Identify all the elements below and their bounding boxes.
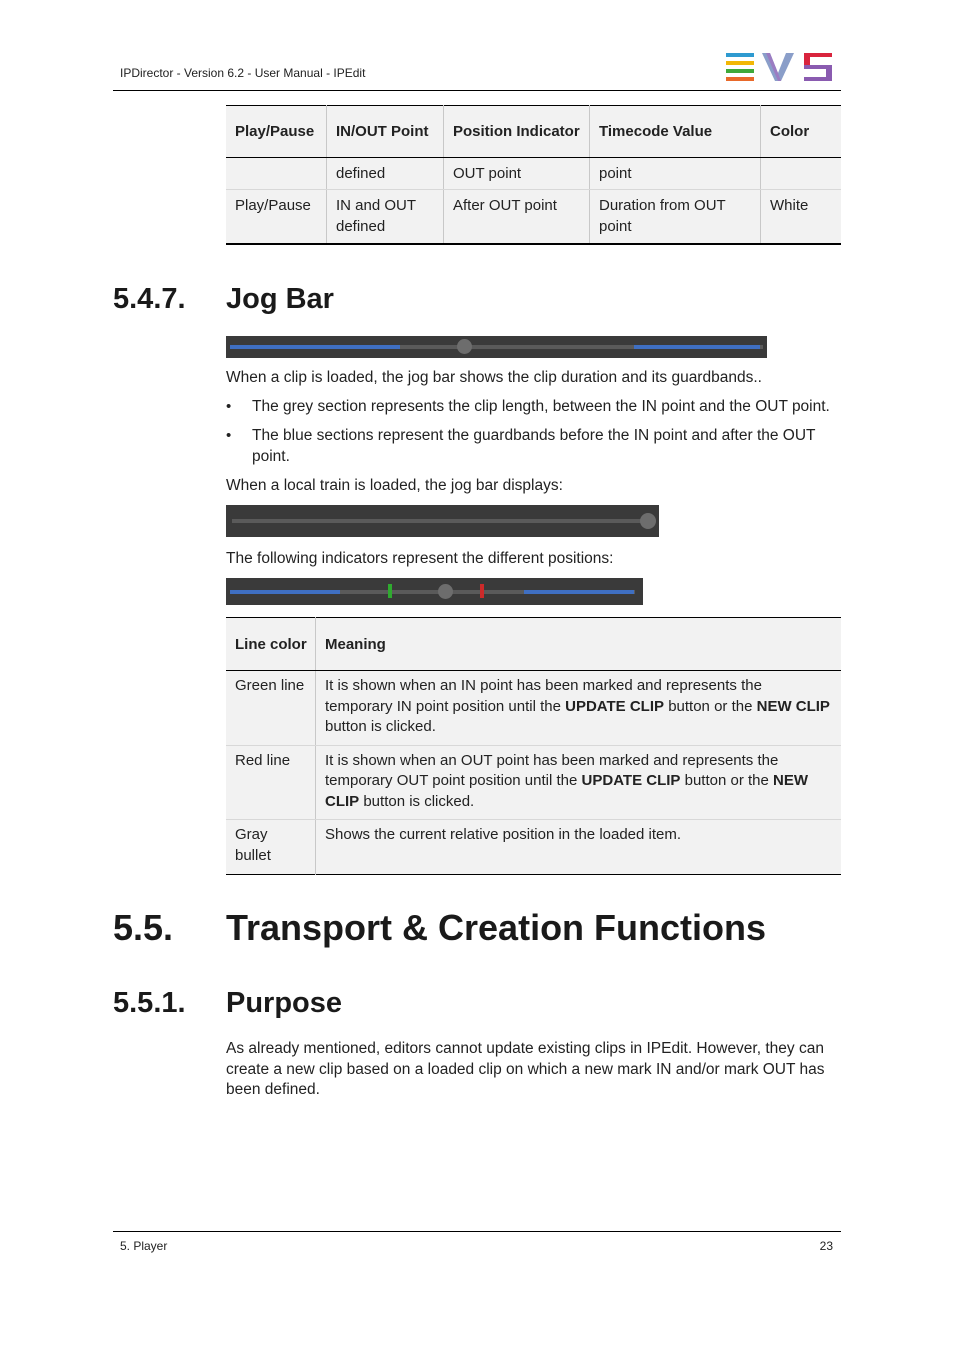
table-cell: defined xyxy=(327,158,444,190)
column-header: Color xyxy=(761,106,842,158)
meaning-text: It is shown when an OUT point has been marked and represents the temporary OUT point position until the xyxy=(325,751,779,789)
table-row xyxy=(226,190,841,245)
play-pause-table xyxy=(226,105,841,245)
section-title: Transport & Creation Functions xyxy=(226,907,767,948)
meaning-text: button is clicked. xyxy=(359,792,475,810)
position-bullet xyxy=(640,513,656,529)
line-color-cell: Red line xyxy=(226,745,316,820)
header-rule xyxy=(113,90,841,91)
bullet-text: The grey section represents the clip length, between the IN point and the OUT point. xyxy=(252,398,830,415)
line-color-table xyxy=(226,617,841,875)
footer-chapter: 5. Player xyxy=(120,1239,168,1253)
table-cell: Play/Pause xyxy=(226,190,327,245)
table-cell: White xyxy=(761,190,842,245)
jog-bar-indicators-image xyxy=(226,578,643,605)
column-header: Position Indicator xyxy=(444,106,590,158)
position-bullet xyxy=(438,584,453,599)
jog-track xyxy=(232,519,644,523)
meaning-text: button or the xyxy=(664,697,757,715)
section-number: 5.5.1. xyxy=(113,987,186,1019)
line-color-cell: Green line xyxy=(226,671,316,746)
meaning-text: button is clicked. xyxy=(325,718,436,735)
page-number: 23 xyxy=(819,1239,833,1253)
line-color-cell: Gray bullet xyxy=(226,820,316,875)
guardband-before xyxy=(230,590,340,594)
new-clip-label: NEW CLIP xyxy=(756,697,830,715)
meaning-cell xyxy=(316,671,842,746)
column-header: Line color xyxy=(226,618,316,671)
footer-rule xyxy=(113,1231,841,1232)
table-row xyxy=(226,745,841,820)
local-train-text: When a local train is loaded, the jog bar displays: xyxy=(226,477,563,494)
table-cell: After OUT point xyxy=(444,190,590,245)
position-bullet xyxy=(457,339,472,354)
table-cell: OUT point xyxy=(444,158,590,190)
jog-bar-train-image xyxy=(226,505,659,537)
section-number: 5.5. xyxy=(113,907,174,948)
table-row xyxy=(226,158,841,190)
guardband-before xyxy=(230,345,400,349)
bullet-icon: • xyxy=(226,398,232,415)
table-cell: IN and OUT defined xyxy=(327,190,444,245)
section-number: 5.4.7. xyxy=(113,283,186,315)
meaning-cell: Shows the current relative position in the loaded item. xyxy=(316,820,842,875)
new-clip-label: NEW CLIP xyxy=(325,772,809,810)
meaning-text: It is shown when an IN point has been marked and represents the temporary IN point position until the xyxy=(325,677,762,715)
bullet-text: The blue sections represent the guardbands before the IN point and after the OUT point. xyxy=(252,427,816,465)
column-header: Timecode Value xyxy=(590,106,761,158)
purpose-text: As already mentioned, editors cannot update existing clips in IPEdit. However, they can create a new clip based on a loaded clip on which a new mark IN and/or mark OUT has been defined. xyxy=(226,1040,825,1098)
column-header: IN/OUT Point xyxy=(327,106,444,158)
table-row xyxy=(226,671,841,746)
evs-logo xyxy=(726,53,834,81)
update-clip-label: UPDATE CLIP xyxy=(581,772,681,789)
jog-intro: When a clip is loaded, the jog bar shows the clip duration and its guardbands.. xyxy=(226,369,762,386)
table-cell xyxy=(761,158,842,190)
indicators-text: The following indicators represent the different positions: xyxy=(226,550,614,567)
header-title: IPDirector - Version 6.2 - User Manual - IPEdit xyxy=(120,66,366,80)
section-title: Jog Bar xyxy=(226,283,334,315)
update-clip-label: UPDATE CLIP xyxy=(565,697,665,715)
table-cell: point xyxy=(590,158,761,190)
jog-bar-clip-image xyxy=(226,336,767,358)
guardband-after xyxy=(634,345,760,349)
table-cell: Duration from OUT point xyxy=(590,190,761,245)
meaning-text: button or the xyxy=(680,772,774,789)
meaning-cell xyxy=(316,745,842,820)
table-row xyxy=(226,820,841,875)
column-header: Play/Pause xyxy=(226,106,327,158)
in-point-green-line xyxy=(388,584,392,598)
table-cell xyxy=(226,158,327,190)
bullet-icon: • xyxy=(226,427,232,444)
guardband-after xyxy=(524,590,634,594)
out-point-red-line xyxy=(480,584,484,598)
column-header: Meaning xyxy=(316,618,842,671)
section-title: Purpose xyxy=(226,987,343,1019)
